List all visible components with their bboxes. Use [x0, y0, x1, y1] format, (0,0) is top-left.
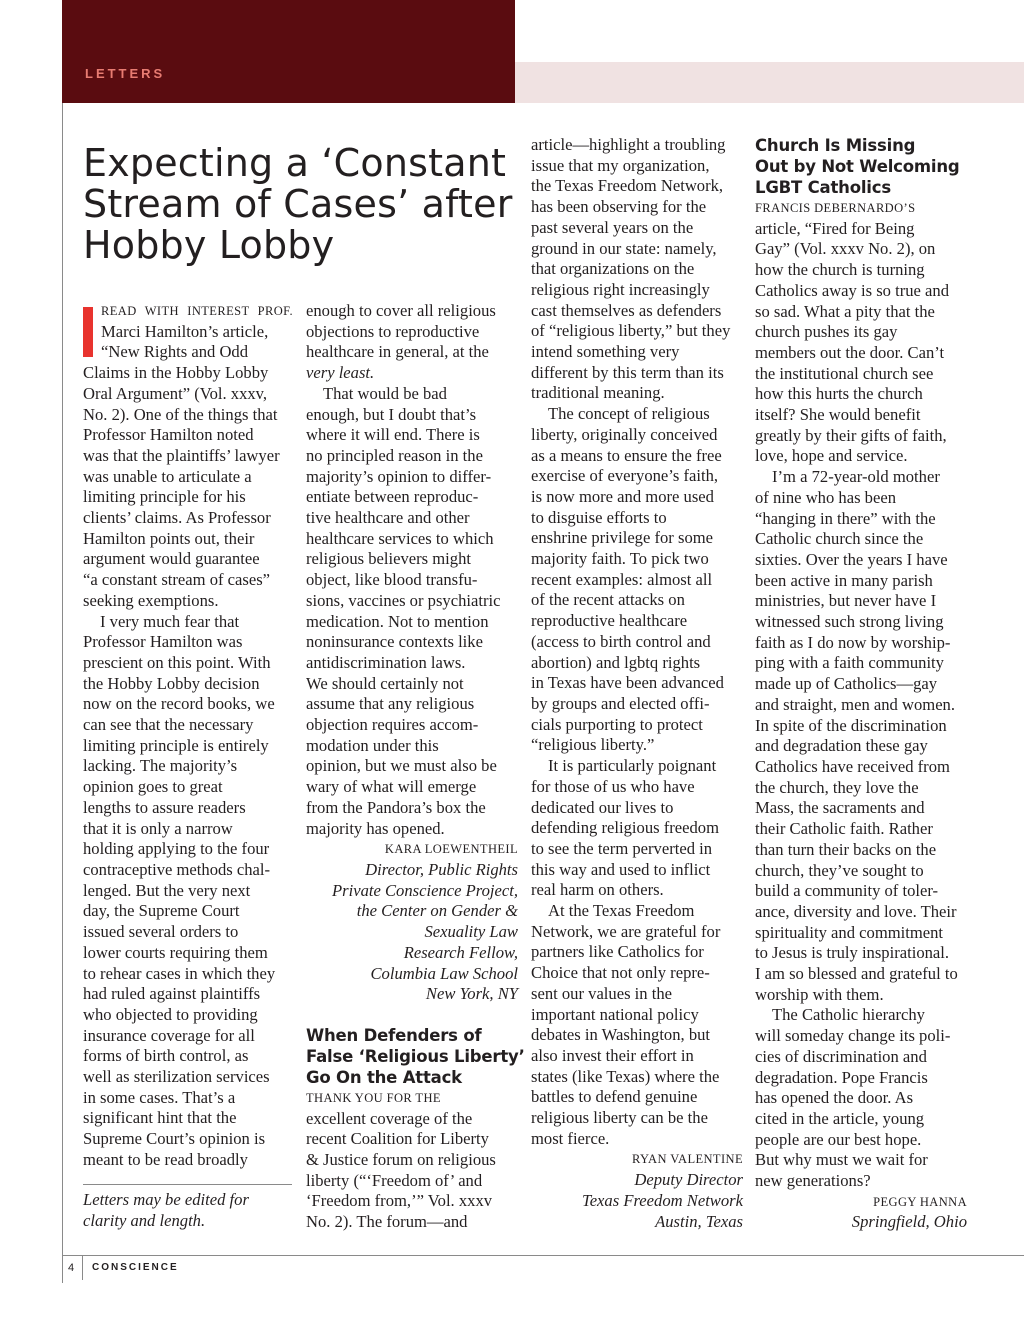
- letter1-line: to rehear cases in which they: [83, 963, 276, 983]
- letter3-line: so sad. What a pity that the: [755, 301, 935, 321]
- letter1-line: objections to reproductive: [306, 321, 480, 341]
- letter1-line: issued several orders to: [83, 922, 239, 942]
- letter1-line: majority has opened.: [306, 818, 445, 838]
- letter2-line: Choice that not only repre-: [531, 963, 710, 983]
- letter3-line: Catholics away is so true and: [755, 280, 950, 300]
- letter3-line: degradation. Pope Francis: [755, 1067, 928, 1087]
- letter2-line: cials purporting to protect: [531, 714, 703, 734]
- letter1-line: was that the plaintiffs’ lawyer: [83, 445, 280, 465]
- letter3-line: I am so blessed and grateful to: [755, 964, 958, 984]
- magazine-name: CONSCIENCE: [92, 1262, 179, 1273]
- letter2-line: liberty (“‘Freedom of’ and: [306, 1170, 483, 1190]
- signature-name: KARA LOEWENTHEIL: [384, 842, 518, 857]
- letter2-line: “religious liberty.”: [531, 735, 655, 755]
- letter3-line: made up of Catholics—gay: [755, 674, 938, 694]
- signature-line: Springfield, Ohio: [851, 1212, 967, 1232]
- letter1-line: day, the Supreme Court: [83, 901, 240, 921]
- letter3-line: greatly by their gifts of faith,: [755, 425, 947, 445]
- letter1-line: had ruled against plaintiffs: [83, 984, 261, 1004]
- letter1-line: limiting principle for his: [83, 487, 246, 507]
- letter1-line: antidiscrimination laws.: [306, 652, 466, 672]
- letter1-line: where it will end. There is: [306, 425, 480, 445]
- letter2-line: states (like Texas) where the: [531, 1066, 720, 1086]
- spacer: [306, 1005, 518, 1025]
- letter1-line: Professor Hamilton was: [83, 632, 243, 652]
- letter2-line: that organizations on the: [531, 259, 695, 279]
- letter1-line: We should certainly not: [306, 673, 464, 693]
- letter1-line: lenged. But the very next: [83, 880, 251, 900]
- letter2-line: is now more and more used: [531, 486, 714, 506]
- signature-line: Texas Freedom Network: [581, 1190, 743, 1210]
- letter1-line: enough to cover all religious: [306, 301, 496, 320]
- letter3-line: But why must we wait for: [755, 1150, 928, 1170]
- signature-line: Sexuality Law: [424, 922, 518, 942]
- footer-divider: [82, 1256, 83, 1280]
- letter3-line: Gay” (Vol. xxxv No. 2), on: [755, 239, 936, 259]
- letter1-line: majority’s opinion to differ-: [306, 466, 492, 486]
- letter3-line: people are our best hope.: [755, 1129, 922, 1149]
- letter3-line: church pushes its gay: [755, 322, 898, 342]
- letter3-line: worship with them.: [755, 984, 884, 1004]
- letter2-line: (access to birth control and: [531, 631, 711, 651]
- letter3-line: than turn their backs on the: [755, 839, 937, 859]
- letter1-line: no principled reason in the: [306, 445, 483, 465]
- letter3-line: faith as I do now by worship-: [755, 632, 951, 652]
- letter3-line: and straight, men and women.: [755, 694, 956, 714]
- letter3-line: In spite of the discrimination: [755, 715, 947, 735]
- letter1-line: can see that the necessary: [83, 715, 254, 735]
- edit-note: Letters may be edited for clarity and length.: [83, 1190, 249, 1230]
- letter-headline: When Defenders of: [306, 1025, 482, 1045]
- letter1-line: object, like blood transfu-: [306, 570, 478, 590]
- letter1-line: modation under this: [306, 735, 439, 755]
- letter1-line: prescient on this point. With: [83, 652, 271, 672]
- letter-headline: False ‘Religious Liberty’: [306, 1046, 525, 1066]
- letter3-line: witnessed such strong living: [755, 612, 944, 632]
- letter1-line: in some cases. That’s a: [83, 1087, 236, 1107]
- letter1-line: assume that any religious: [306, 694, 475, 714]
- edit-note-divider: [83, 1184, 292, 1185]
- letter1-line: forms of birth control, as: [83, 1046, 249, 1066]
- letter2-line: religious liberty can be the: [531, 1108, 708, 1128]
- letter2-line: as a means to ensure the free: [531, 445, 722, 465]
- letter2-line: debates in Washington, but: [531, 1025, 711, 1045]
- letter1-line: significant hint that the: [83, 1108, 237, 1128]
- letter1-line: Professor Hamilton noted: [83, 425, 254, 445]
- letter3-line: new generations?: [755, 1171, 871, 1191]
- letter1-line: wary of what will emerge: [306, 777, 477, 797]
- letter2-line: intend something very: [531, 342, 680, 362]
- section-label: LETTERS: [85, 66, 166, 81]
- letter2-line: abortion) and lgbtq rights: [531, 652, 701, 672]
- letter3-line: the church, they love the: [755, 777, 919, 797]
- letter1-line: tive healthcare and other: [306, 508, 470, 528]
- letter3-line: Catholics have received from: [755, 756, 950, 776]
- letter2-line: the Texas Freedom Network,: [531, 176, 724, 196]
- letter3-line: how this hurts the church: [755, 384, 923, 404]
- letter2-line: for those of us who have: [531, 776, 695, 796]
- letter1-line: Claims in the Hobby Lobby: [83, 363, 269, 383]
- letter1-line: Oral Argument” (Vol. xxxv,: [83, 383, 268, 403]
- letter1-line: limiting principle is entirely: [83, 735, 269, 755]
- letter2-line: enshrine privilege for some: [531, 528, 714, 548]
- letter1-line: very least.: [306, 363, 375, 383]
- letter3-line: build a community of toler-: [755, 881, 939, 901]
- letter2-line: liberty, originally conceived: [531, 424, 718, 444]
- drop-cap: [83, 307, 93, 357]
- letter1-line: No. 2). One of the things that: [83, 404, 278, 424]
- letter3-line: cited in the article, young: [755, 1108, 925, 1128]
- letter1-line: religious believers might: [306, 549, 471, 569]
- letter2-line: cast themselves as defenders: [531, 300, 722, 320]
- signature-line: New York, NY: [425, 984, 518, 1004]
- page-title: Expecting a ‘Constant Stream of Cases’ after Hobby Lobby: [83, 141, 513, 267]
- letter2-line: recent examples: almost all: [531, 569, 713, 589]
- letter3-line: will someday change its poli-: [755, 1026, 951, 1046]
- letter3-line: sixties. Over the years I have: [755, 549, 948, 569]
- letter2-line: also invest their effort in: [531, 1045, 694, 1065]
- letter2-line: real harm on others.: [531, 880, 664, 900]
- letter2-line: partners like Catholics for: [531, 942, 704, 962]
- letter3-line: to Jesus is truly inspirational.: [755, 943, 950, 963]
- letter2-line: majority faith. To pick two: [531, 549, 709, 569]
- letter3-line: I’m a 72-year-old mother: [772, 467, 940, 487]
- signature-line: Austin, Texas: [655, 1211, 743, 1231]
- letter2-line: religious right increasingly: [531, 279, 710, 299]
- signature-line: the Center on Gender &: [356, 901, 518, 921]
- signature-line: Director, Public Rights: [365, 859, 518, 879]
- signature-line: Columbia Law School: [370, 963, 518, 983]
- letter1-line: was unable to articulate a: [83, 466, 252, 486]
- letter1-line: noninsurance contexts like: [306, 632, 483, 652]
- letter1-line: medication. Not to mention: [306, 611, 489, 631]
- letter2-line: has been observing for the: [531, 197, 707, 217]
- signature-line: Private Conscience Project,: [332, 880, 518, 900]
- letter2-line: defending religious freedom: [531, 818, 720, 838]
- letter1-line: argument would guarantee: [83, 549, 260, 569]
- column-2: [306, 301, 525, 1233]
- letter1-line: now on the record books, we: [83, 694, 275, 714]
- letter1-line: contraceptive methods chal-: [83, 859, 271, 879]
- letter2-line: No. 2). The forum—and: [306, 1212, 468, 1232]
- letter1-line: insurance coverage for all: [83, 1025, 255, 1045]
- letter1-line: That would be bad: [323, 383, 447, 403]
- letter2-line: different by this term than its: [531, 362, 724, 382]
- section-header-band: [62, 0, 515, 103]
- letter1-line: Marci Hamilton’s article,: [101, 321, 269, 341]
- letter3-line: ping with a faith community: [755, 653, 944, 673]
- letter2-line: most fierce.: [531, 1128, 610, 1148]
- letter3-line: members out the door. Can’t: [755, 342, 945, 362]
- letter2-line: exercise of everyone’s faith,: [531, 466, 719, 486]
- letter2-line: in Texas have been advanced: [531, 673, 724, 693]
- letter2-line: It is particularly poignant: [548, 756, 717, 776]
- letter1-opening: READ WITH INTEREST PROF.: [101, 304, 293, 318]
- letter3-line: the institutional church see: [755, 363, 934, 383]
- letter3-opening: FRANCIS DEBERNARDO’S: [755, 201, 916, 215]
- letter2-line: recent Coalition for Liberty: [306, 1129, 489, 1149]
- column-1: [83, 301, 293, 1171]
- letter2-line: to disguise efforts to: [531, 507, 667, 527]
- letter2-line: sent our values in the: [531, 983, 673, 1003]
- letter2-line: ground in our state: namely,: [531, 238, 717, 258]
- letter3-line: itself? She would benefit: [755, 405, 921, 425]
- letter2-line: reproductive healthcare: [531, 611, 688, 631]
- letter1-line: healthcare services to which: [306, 528, 494, 548]
- letter1-line: entiate between reproduc-: [306, 487, 479, 507]
- letter2-line: & Justice forum on religious: [306, 1150, 496, 1170]
- letter1-line: I very much fear that: [100, 611, 240, 631]
- letter3-line: spirituality and commitment: [755, 922, 944, 942]
- letter1-line: “a constant stream of cases”: [83, 570, 271, 590]
- letter1-line: from the Pandora’s box the: [306, 797, 486, 817]
- letter2-line: dedicated our lives to: [531, 797, 674, 817]
- letter2-line: important national policy: [531, 1004, 699, 1024]
- page-number: 4: [68, 1262, 75, 1274]
- letter-headline: Church Is Missing: [755, 136, 916, 155]
- letter1-line: that it is only a narrow: [83, 818, 233, 838]
- header-accent-strip: [515, 62, 1024, 103]
- letter1-line: healthcare in general, at the: [306, 342, 489, 362]
- letter3-line: and degradation these gay: [755, 736, 928, 756]
- letter3-line: The Catholic hierarchy: [772, 1005, 925, 1025]
- column-3: [531, 135, 743, 1232]
- letter1-line: objection requires accom-: [306, 715, 479, 735]
- letter2-line: excellent coverage of the: [306, 1108, 473, 1128]
- letter3-line: their Catholic faith. Rather: [755, 819, 933, 839]
- letter2-line: past several years on the: [531, 217, 694, 237]
- signature-name: PEGGY HANNA: [873, 1194, 967, 1209]
- letter3-line: ministries, but never have I: [755, 591, 937, 611]
- letter1-line: opinion goes to great: [83, 777, 223, 797]
- letter3-line: love, hope and service.: [755, 446, 908, 466]
- letter2-line: by groups and elected offi-: [531, 693, 710, 713]
- signature-name: RYAN VALENTINE: [631, 1152, 743, 1167]
- letter1-line: lower courts requiring them: [83, 942, 268, 962]
- letter2-line: ‘Freedom from,’” Vol. xxxv: [306, 1191, 493, 1211]
- letter1-line: Hamilton points out, their: [83, 528, 255, 548]
- letter2-line: issue that my organization,: [531, 155, 710, 175]
- letter3-line: “hanging in there” with the: [755, 508, 936, 528]
- letter3-line: how the church is turning: [755, 260, 925, 280]
- letter2-line: of the recent attacks on: [531, 590, 685, 610]
- letter-headline: Out by Not Welcoming: [755, 157, 960, 176]
- letter2-line: At the Texas Freedom: [548, 901, 695, 921]
- letter2-line: Network, we are grateful for: [531, 921, 721, 941]
- letter1-line: enough, but I doubt that’s: [306, 404, 477, 424]
- letter1-line: Supreme Court’s opinion is: [83, 1129, 266, 1149]
- letter3-line: has opened the door. As: [755, 1088, 914, 1108]
- letter-headline: Go On the Attack: [306, 1067, 462, 1087]
- letter2-line: to see the term perverted in: [531, 838, 713, 858]
- letter1-line: sions, vaccines or psychiatric: [306, 590, 501, 610]
- letter2-line: battles to defend genuine: [531, 1087, 698, 1107]
- letter2-line: this way and used to inflict: [531, 859, 711, 879]
- letter3-line: Catholic church since the: [755, 529, 924, 549]
- signature-line: Research Fellow,: [403, 942, 518, 962]
- letter1-line: seeking exemptions.: [83, 590, 219, 610]
- letter2-line: of “religious liberty,” but they: [531, 321, 731, 341]
- letter1-line: lengths to assure readers: [83, 797, 246, 817]
- footer-rule: [62, 1255, 1024, 1256]
- letter1-line: opinion, but we must also be: [306, 756, 497, 776]
- letter3-line: church, they’ve sought to: [755, 860, 924, 880]
- letter2-line: The concept of religious: [548, 404, 710, 424]
- letter3-line: cies of discrimination and: [755, 1046, 927, 1066]
- letter1-line: clients’ claims. As Professor: [83, 508, 271, 528]
- letter2-line: traditional meaning.: [531, 383, 665, 403]
- letter1-line: the Hobby Lobby decision: [83, 673, 260, 693]
- letter2-opening: THANK YOU FOR THE: [306, 1090, 441, 1105]
- letter1-line: lacking. The majority’s: [83, 756, 238, 776]
- letter3-line: Mass, the sacraments and: [755, 798, 925, 818]
- letter1-line: meant to be read broadly: [83, 1149, 248, 1169]
- letter1-line: who objected to providing: [83, 1004, 258, 1024]
- letter3-line: of nine who has been: [755, 487, 897, 507]
- letter1-line: holding applying to the four: [83, 839, 270, 859]
- left-margin-rule: [62, 103, 63, 1283]
- letter-headline: LGBT Catholics: [755, 178, 891, 197]
- letter1-line: well as sterilization services: [83, 1067, 270, 1087]
- letter3-line: been active in many parish: [755, 570, 933, 590]
- letter3-line: article, “Fired for Being: [755, 218, 915, 238]
- signature-line: Deputy Director: [634, 1170, 743, 1190]
- letter1-line: “New Rights and Odd: [101, 342, 249, 362]
- letter3-line: ance, diversity and love. Their: [755, 901, 957, 921]
- column-4: [755, 135, 967, 1233]
- letter2-line: article—highlight a troubling: [531, 135, 726, 154]
